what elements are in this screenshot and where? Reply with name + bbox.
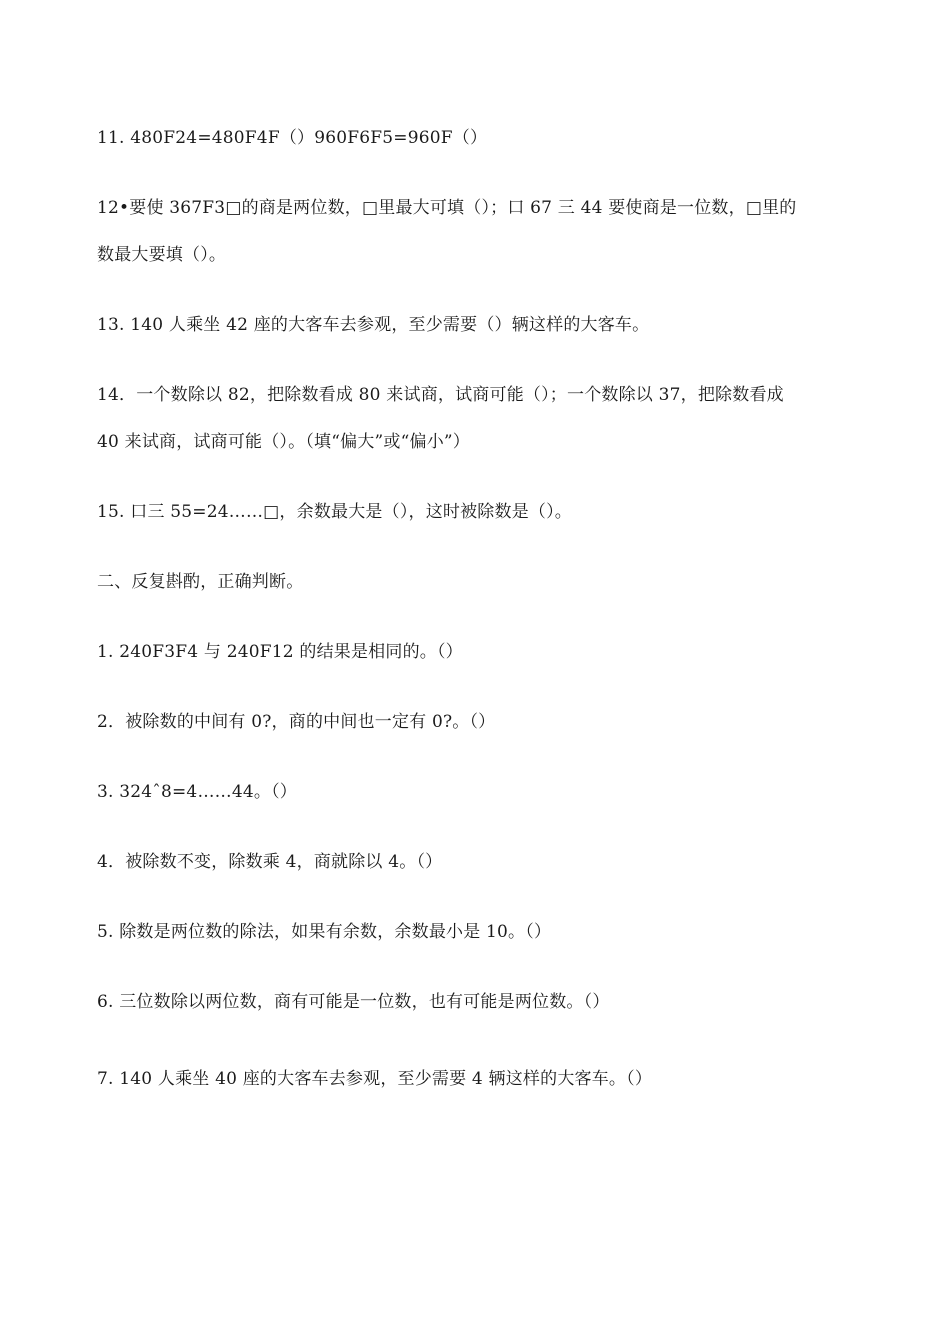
judgment-item-4: 4．被除数不变，除数乘 4，商就除以 4。（） <box>97 852 443 872</box>
question-14-line-2: 40 来试商，试商可能（）。（填“偏大”或“偏小”） <box>97 432 470 452</box>
question-14-line-1: 14．一个数除以 82，把除数看成 80 来试商，试商可能（）；一个数除以 37，把除数看成 <box>97 385 784 405</box>
question-11: 11. 480F24=480F4F（）960F6F5=960F（） <box>97 128 488 148</box>
question-13: 13. 140 人乘坐 42 座的大客车去参观，至少需要（）辆这样的大客车。 <box>97 315 650 335</box>
question-12-line-2: 数最大要填（）。 <box>97 245 227 265</box>
judgment-item-2: 2．被除数的中间有 0?，商的中间也一定有 0?。（） <box>97 712 496 732</box>
judgment-item-6: 6. 三位数除以两位数，商有可能是一位数，也有可能是两位数。（） <box>97 992 610 1012</box>
judgment-item-7: 7. 140 人乘坐 40 座的大客车去参观，至少需要 4 辆这样的大客车。（） <box>97 1069 653 1089</box>
judgment-item-3: 3. 324ˆ8=4……44。（） <box>97 782 297 802</box>
judgment-item-1: 1. 240F3F4 与 240F12 的结果是相同的。（） <box>97 642 463 662</box>
judgment-item-5: 5. 除数是两位数的除法，如果有余数，余数最小是 10。（） <box>97 922 552 942</box>
question-15: 15. 口三 55=24……□，余数最大是（），这时被除数是（）。 <box>97 502 573 522</box>
section-heading: 二、反复斟酌，正确判断。 <box>97 572 304 592</box>
question-12-line-1: 12•要使 367F3□的商是两位数，□里最大可填（）；口 67 三 44 要使商是一位数，□里的 <box>97 198 797 218</box>
